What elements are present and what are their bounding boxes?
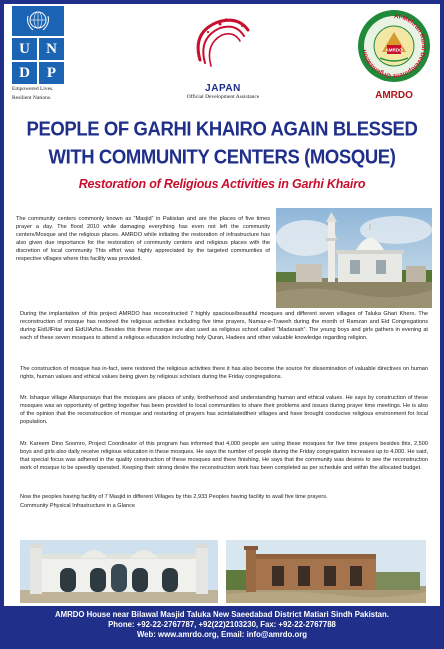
contact-footer — [4, 606, 440, 645]
mosque-photo-white — [20, 540, 218, 603]
undp-tagline-1: Empowered Lives. — [12, 86, 54, 92]
undp-letter-grid — [12, 38, 64, 84]
intro-paragraph: The community centers commonly known as “Masjid” in Pakistan and are the places of five times prayer a day. The flood 2010 while damaging everything has even not left the community centers/Mosque and the religious places. AMRDO while initiating the restoration of infrastructure has also given due importance for the restoration of community centers and religious places with the discretion of local community This effort was highly appreciated by the targeted communities of respective villages where this facility was provided. — [16, 216, 270, 263]
paragraph-facility-summary: Now the peoples having facility of 7 Masjid in different Villages by this 2,933 Peoples having facility to avail five time prayers. — [20, 494, 328, 500]
japan-oda-emblem-icon — [178, 10, 268, 82]
undp-letter: P — [39, 62, 64, 84]
undp-letter: D — [12, 62, 37, 84]
japan-oda-caption: Official Development Assistance — [186, 94, 260, 100]
amrdo-seal-icon — [356, 8, 432, 84]
subheadline: Restoration of Religious Activities in Garhi Khairo — [78, 177, 366, 191]
amrdo-badge-text: AMRDO — [385, 47, 403, 53]
footer-web: Web: www.amrdo.org, Email: info@amrdo.org — [136, 630, 308, 639]
headline-line-1: PEOPLE OF GARHI KHAIRO AGAIN BLESSED — [26, 116, 418, 141]
mosque-photo-dome — [276, 208, 432, 308]
japan-name: JAPAN — [205, 83, 241, 94]
mosque-photo-construction — [226, 540, 426, 603]
japan-oda-logo — [178, 10, 268, 100]
undp-logo — [12, 6, 64, 101]
paragraph-coordinator-quote: Mr. Kareem Dino Soomro, Project Coordinator of this program has informed that 4,000 people are using these mosques for five time prayers besides this, 2,500 boys and girls also daily receive religious education in these mosques. He says the number of people during the Friday congregation increases up to 4,000. He said, that special focus was adhered in the quality construction of these mosques and there finishing. He says that the community was desires to see the reconstruction work of mosque to be speedily operated. Keeping their strong desire the reconstruction work has been completed as per schedule and within the allocated budget. — [20, 441, 428, 472]
amrdo-ring-text: Al-Mehran Rural Development Organization — [361, 12, 427, 80]
footer-phones: Phone: +92-22-2767787, +92(22)2103230, Fax: +92-22-2767788 — [108, 620, 336, 629]
paragraph-implementation: During the implantation of this project AMRDO has reconstructed 7 highly spacious/beautiful mosques and different seven villages of Taluka Ghari Khero. The reconstruction of mosque has restored the religious activities including five time prayers, Namaz-e-Traweh during the month of Ramzan and Eid Congregations during EidUlFitar and EidUlAzha. Besides this these mosque are also used as religious school called “Madarsah”. The young boys and girls gathers in evening at each of these seven mosques to attend a religious education including holy Quran, Hadees and other valuable knowledge regarding religion. — [20, 311, 428, 342]
amrdo-logo — [356, 8, 432, 101]
paragraph-infrastructure-heading: Community Physical Infrastructure in a Glance — [20, 503, 136, 509]
amrdo-name: AMRDO — [375, 90, 413, 101]
un-emblem-icon — [12, 6, 64, 36]
undp-letter: N — [39, 38, 64, 60]
paragraph-construction: The construction of mosque has in-fact, were restored the religious activities there it has also become the source for dissemination of valuable directives on human rights, human values and ethical values being given by religious scholars during the Friday congregations. — [20, 366, 428, 381]
undp-tagline-2: Resilient Nations. — [12, 94, 52, 101]
footer-address: AMRDO House near Bilawal Masjid Taluka New Saeedabad District Matiari Sindh Pakistan. — [55, 610, 389, 619]
undp-letter: U — [12, 38, 37, 60]
headline-line-2: WITH COMMUNITY CENTERS (MOSQUE) — [48, 144, 396, 169]
paragraph-ishaque-quote: Mr. Ishaque village Allanpursays that the mosques are places of unity, brotherhood and understanding human and ethical values. He says by construction of these mosques was an opportunity of getting together has been provided to local communities to share their problems and issues during prayer time meetings. He is also of the opinion that the reconstruction of mosque and restarting of prayers has scintaliatedtheir villages and have brought conducive religious environment for local population. — [20, 395, 428, 426]
